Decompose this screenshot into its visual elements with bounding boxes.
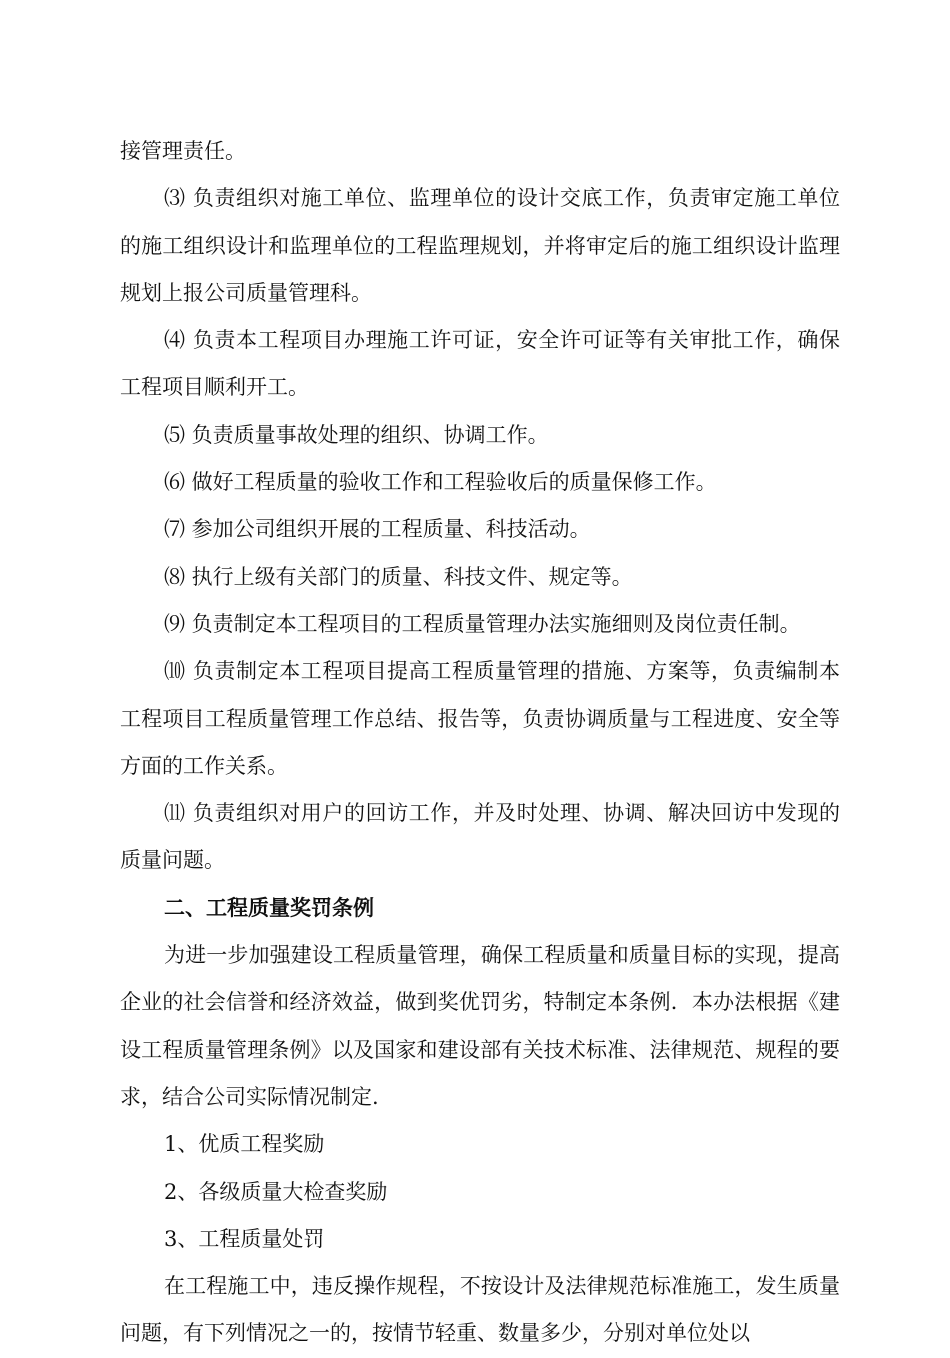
paragraph-continuation: 接管理责任。 — [120, 139, 246, 163]
list-item: ⑺ 参加公司组织开展的工程质量、科技活动。 — [164, 517, 591, 542]
numbered-item: 1、优质工程奖励 — [164, 1132, 325, 1157]
intro-paragraph: 为进一步加强建设工程质量管理，确保工程质量和质量目标的实现，提高企业的社会信誉和经济效益，做到奖优罚劣，特制定本条例．本办法根据《建设工程质量管理条例》以及国家和建设部有关技术标准、法律规范、规程的要求，结合公司实际情况制定. — [120, 943, 840, 1109]
list-item: ⑶ 负责组织对施工单位、监理单位的设计交底工作，负责审定施工单位的施工组织设计和监理单位的工程监理规划，并将审定后的施工组织设计监理规划上报公司质量管理科。 — [120, 186, 840, 305]
closing-paragraph: 在工程施工中，违反操作规程，不按设计及法律规范标准施工，发生质量问题，有下列情况之一的，按情节轻重、数量多少，分别对单位处以 — [120, 1274, 840, 1346]
list-item: ⑻ 执行上级有关部门的质量、科技文件、规定等。 — [164, 564, 633, 589]
list-item: ⑸ 负责质量事故处理的组织、协调工作。 — [164, 422, 549, 447]
list-item: ⑾ 负责组织对用户的回访工作，并及时处理、协调、解决回访中发现的质量问题。 — [120, 801, 840, 873]
list-item: ⑹ 做好工程质量的验收工作和工程验收后的质量保修工作。 — [164, 470, 717, 495]
list-item: ⑼ 负责制定本工程项目的工程质量管理办法实施细则及岗位责任制。 — [164, 611, 801, 636]
document-body — [120, 128, 840, 1358]
section-heading: 二、工程质量奖罚条例 — [164, 895, 374, 920]
list-item: ⑷ 负责本工程项目办理施工许可证，安全许可证等有关审批工作，确保工程项目顺利开工。 — [120, 328, 840, 400]
numbered-item: 3、工程质量处罚 — [164, 1226, 325, 1251]
list-item: ⑽ 负责制定本工程项目提高工程质量管理的措施、方案等，负责编制本工程项目工程质量管理工作总结、报告等，负责协调质量与工程进度、安全等方面的工作关系。 — [120, 659, 840, 778]
numbered-item: 2、各级质量大检查奖励 — [164, 1179, 388, 1204]
